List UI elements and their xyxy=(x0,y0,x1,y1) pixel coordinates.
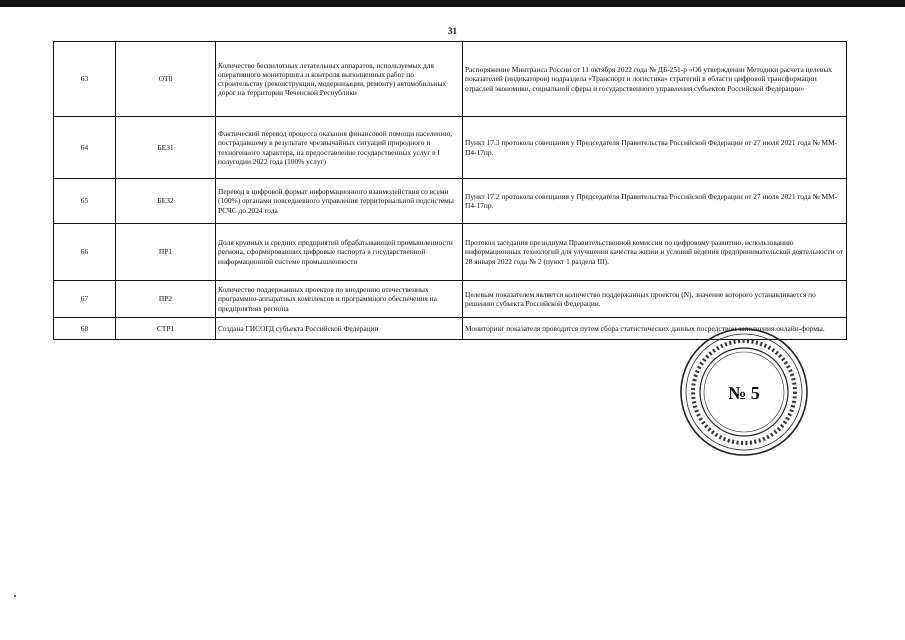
page-number: 31 xyxy=(448,26,457,36)
indicator-source: Пункт 17.2 протокола совещания у Председателя Правительства Российской Федерации от 27 июля 2021 года № ММ-П4-17пр. xyxy=(463,179,847,224)
indicator-source: Мониторинг показателя проводится путем сбора статистических данных посредством заполнения онлайн-формы. xyxy=(463,318,847,340)
table-row xyxy=(54,281,847,318)
indicator-description: Фактический перевод процесса оказания финансовой помощи населению, пострадавшему в результате чрезвычайных ситуаций природного и техногенного характера, на предоставление государственных услуг в I полугодии 2022 года (100% услуг) xyxy=(216,117,463,179)
indicator-description: Количество поддержанных проектов по внедрению отечественных программно-аппаратных комплексов и программного обеспечения на предприятиях региона xyxy=(216,281,463,318)
table-row xyxy=(54,179,847,224)
row-number: 68 xyxy=(54,318,116,340)
indicator-code: ОТ8 xyxy=(116,42,216,117)
indicator-source: Пункт 17.3 протокола совещания у Председателя Правительства Российской Федерации от 27 июля 2021 года № ММ-П4-17пр. xyxy=(463,117,847,179)
indicator-code: СТР1 xyxy=(116,318,216,340)
scan-speck xyxy=(14,595,16,597)
official-seal xyxy=(677,325,811,459)
indicator-code: БЕЗ1 xyxy=(116,117,216,179)
indicator-source: Целевым показателем является количество поддержанных проектов (N), значение которого устанавливается по решению субъекта Российской Федерации. xyxy=(463,281,847,318)
indicator-code: ПР1 xyxy=(116,224,216,281)
indicator-source: Протокол заседания президиума Правительственной комиссии по цифровому развитию, использованию информационных технологий для улучшения качества жизни и условий ведения предпринимательской деятельности от 28 января 2022 года № 2 (пункт 1 раздела III). xyxy=(463,224,847,281)
row-number: 67 xyxy=(54,281,116,318)
row-number: 63 xyxy=(54,42,116,117)
indicator-description: Доля крупных и средних предприятий обрабатывающей промышленности региона, сформировавших цифровые паспорта в государственной информационной системе промышленности xyxy=(216,224,463,281)
row-number: 65 xyxy=(54,179,116,224)
table-row xyxy=(54,224,847,281)
table-row xyxy=(54,42,847,117)
indicator-description: Количество беспилотных летательных аппаратов, используемых для оперативного мониторинга и контроля выполненных работ по строительству (реконструкции, модернизации, ремонту) автомобильных дорог на территории Чеченской Республики xyxy=(216,42,463,117)
seal-number: № 5 xyxy=(728,383,760,403)
indicators-table xyxy=(53,41,847,340)
indicator-description: Перевод в цифровой формат информационного взаимодействия со всеми (100%) органами повседневного управления территориальной подсистемы РСЧС до 2024 года xyxy=(216,179,463,224)
row-number: 64 xyxy=(54,117,116,179)
indicator-source: Распоряжение Минтранса России от 11 октября 2022 года № ДБ-251-р «Об утверждении Методики расчета целевых показателей (индикаторов) подраздела «Транспорт и логистика» стратегий в области цифровой трансформации отраслей экономики, социальной сферы и государственного управления субъектов Российской Федерации» xyxy=(463,42,847,117)
indicator-code: ПР2 xyxy=(116,281,216,318)
row-number: 66 xyxy=(54,224,116,281)
indicator-description: Создана ГИСОГД субъекта Российской Федерации xyxy=(216,318,463,340)
top-border xyxy=(0,0,905,7)
indicator-code: БЕЗ2 xyxy=(116,179,216,224)
table-row xyxy=(54,117,847,179)
